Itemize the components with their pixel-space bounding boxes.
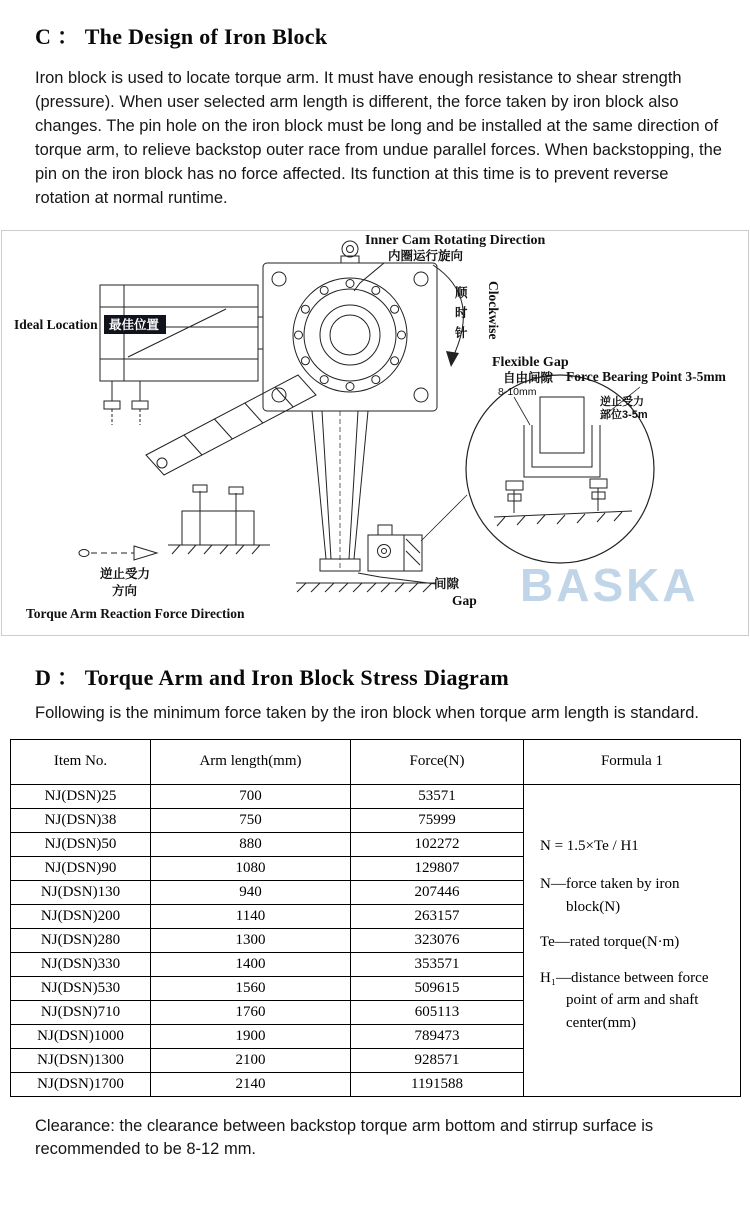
table-cell: NJ(DSN)25: [11, 784, 151, 808]
table-cell: NJ(DSN)38: [11, 808, 151, 832]
section-d-intro: Following is the minimum force taken by the iron block when torque arm length is standard.: [35, 703, 699, 722]
technical-diagram: [0, 229, 750, 637]
inner-cam-label: Inner Cam Rotating Direction: [365, 232, 546, 248]
table-cell: 207446: [351, 880, 524, 904]
table-cell: 509615: [351, 976, 524, 1000]
table-cell: 789473: [351, 1024, 524, 1048]
flexible-gap-label-cn: 自由间隙: [503, 370, 554, 385]
col-header-force: Force(N): [351, 739, 524, 784]
table-cell: 940: [151, 880, 351, 904]
reaction-cn-1: 逆止受力: [100, 566, 151, 581]
flexible-gap-label: Flexible Gap: [492, 354, 569, 370]
reaction-label: Torque Arm Reaction Force Direction: [26, 605, 245, 621]
table-cell: NJ(DSN)280: [11, 928, 151, 952]
flexible-gap-range: 8-10mm: [498, 385, 537, 398]
table-cell: 1900: [151, 1024, 351, 1048]
clockwise-cn-char-2: 时: [455, 305, 468, 320]
gap-label-cn: 间隙: [434, 576, 460, 591]
table-cell: 2140: [151, 1072, 351, 1096]
col-header-arm-length: Arm length(mm): [151, 739, 351, 784]
table-cell: NJ(DSN)1700: [11, 1072, 151, 1096]
col-header-formula: Formula 1: [524, 739, 741, 784]
section-c-heading: C ： The Design of Iron Block: [35, 24, 328, 49]
section-d-heading: D ： Torque Arm and Iron Block Stress Diagram: [35, 664, 510, 690]
table-cell: NJ(DSN)130: [11, 880, 151, 904]
table-cell: 2100: [151, 1048, 351, 1072]
table-cell: 129807: [351, 856, 524, 880]
table-cell: 1080: [151, 856, 351, 880]
table-cell: 53571: [351, 784, 524, 808]
table-cell: 75999: [351, 808, 524, 832]
clockwise-label: Clockwise: [486, 280, 501, 340]
table-cell: NJ(DSN)710: [11, 1000, 151, 1024]
force-bearing-cn-1: 逆止受力: [600, 395, 644, 408]
table-cell: 700: [151, 784, 351, 808]
table-cell: NJ(DSN)1300: [11, 1048, 151, 1072]
table-cell: 605113: [351, 1000, 524, 1024]
table-cell: 1140: [151, 904, 351, 928]
table-cell: NJ(DSN)90: [11, 856, 151, 880]
formula-line: N—force taken by iron block(N): [540, 876, 680, 915]
clearance-note: Clearance: the clearance between backstop torque arm bottom and stirrup surface is recommended to be 8-12 mm.: [35, 1116, 654, 1159]
table-cell: NJ(DSN)530: [11, 976, 151, 1000]
table-cell: 1400: [151, 952, 351, 976]
force-table: [10, 739, 741, 1097]
table-cell: NJ(DSN)330: [11, 952, 151, 976]
table-cell: 353571: [351, 952, 524, 976]
table-cell: NJ(DSN)200: [11, 904, 151, 928]
force-bearing-label: Force Bearing Point 3-5mm: [566, 368, 726, 384]
table-cell: 880: [151, 832, 351, 856]
table-cell: 1560: [151, 976, 351, 1000]
table-cell: 750: [151, 808, 351, 832]
ideal-location-label-cn: 最佳位置: [109, 317, 160, 332]
formula-cell: [524, 784, 741, 1096]
formula-line: N = 1.5×Te / H1: [540, 837, 639, 854]
document-page: [0, 20, 750, 1223]
table-cell: 263157: [351, 904, 524, 928]
force-bearing-cn-2: 部位3-5m: [600, 408, 648, 421]
table-cell: 323076: [351, 928, 524, 952]
table-cell: 928571: [351, 1048, 524, 1072]
table-cell: 1191588: [351, 1072, 524, 1096]
formula-line: H₁—distance between force point of arm and shaft center(mm): [540, 969, 709, 1031]
formula-line: Te—rated torque(N·m): [540, 934, 680, 951]
watermark: BASKA: [520, 558, 699, 611]
table-cell: 102272: [351, 832, 524, 856]
table-cell: 1760: [151, 1000, 351, 1024]
table-header-row: [11, 739, 741, 784]
gap-label: Gap: [452, 592, 477, 608]
table-cell: NJ(DSN)50: [11, 832, 151, 856]
clockwise-cn-char-3: 针: [455, 325, 468, 340]
table-cell: 1300: [151, 928, 351, 952]
inner-cam-label-cn: 内圈运行旋向: [388, 248, 464, 263]
table-cell: NJ(DSN)1000: [11, 1024, 151, 1048]
col-header-item-no: Item No.: [11, 739, 151, 784]
diagram-svg: [0, 229, 750, 637]
section-c-paragraph: Iron block is used to locate torque arm. It must have enough resistance to shear strength (pressure). When user selected arm length is different, the force taken by iron block also changes. The pin hole on the iron block must be long and be installed at the same direction of torque arm, to relieve backstop outer race from undue parallel forces. When backstopping, the pin on the iron block has no force affected. Its function at this time is to prevent reverse rotation at normal runtime.: [35, 69, 722, 207]
clockwise-cn-char-1: 顺: [455, 285, 468, 300]
ideal-location-label: Ideal Location: [14, 316, 98, 332]
table-row: [11, 784, 741, 808]
reaction-cn-2: 方向: [112, 583, 138, 598]
table-body: [11, 784, 741, 1096]
